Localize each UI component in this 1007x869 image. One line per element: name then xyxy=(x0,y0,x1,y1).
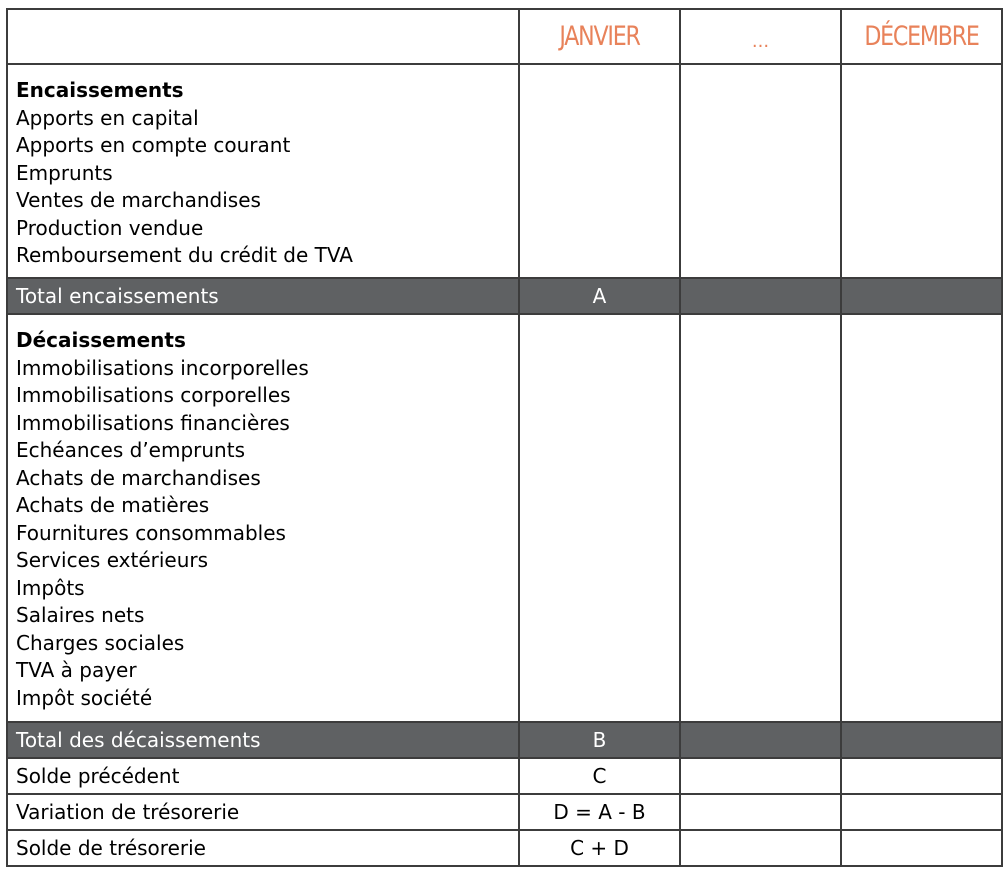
list-item: Achats de matières xyxy=(16,493,210,517)
encaissements-title: Encaissements xyxy=(16,78,184,102)
solde-precedent-ellipsis-cell xyxy=(680,758,841,794)
solde-precedent-label: Solde précédent xyxy=(7,758,519,794)
list-item: Apports en compte courant xyxy=(16,133,291,157)
encaissements-list xyxy=(7,64,519,278)
total-dec-ellipsis-cell xyxy=(680,722,841,758)
list-item: Impôts xyxy=(16,575,85,600)
list-item: Echéances d’emprunts xyxy=(16,438,245,462)
list-item: Production vendue xyxy=(16,215,204,240)
list-item: Ventes de marchandises xyxy=(16,188,261,212)
decaissements-section xyxy=(7,314,1002,722)
total-dec-decembre-cell xyxy=(841,722,1002,758)
total-decaissements-label: Total des décaissements xyxy=(7,722,519,758)
dec-decembre-cell xyxy=(841,314,1002,722)
enc-janvier-cell xyxy=(519,64,680,278)
total-enc-ellipsis-cell xyxy=(680,278,841,314)
decaissements-title: Décaissements xyxy=(16,328,186,352)
variation-decembre-cell xyxy=(841,794,1002,830)
list-item: Salaires nets xyxy=(16,603,145,627)
total-enc-decembre-cell xyxy=(841,278,1002,314)
total-decaissements-value: B xyxy=(519,722,680,758)
solde-tresorerie-row xyxy=(7,830,1002,866)
solde-tresorerie-decembre-cell xyxy=(841,830,1002,866)
variation-ellipsis-cell xyxy=(680,794,841,830)
solde-precedent-value: C xyxy=(519,758,680,794)
list-item: Immobilisations financières xyxy=(16,410,290,435)
enc-ellipsis-cell xyxy=(680,64,841,278)
list-item: TVA à payer xyxy=(16,658,137,682)
list-item: Achats de marchandises xyxy=(16,465,261,490)
total-encaissements-label: Total encaissements xyxy=(7,278,519,314)
list-item: Fournitures consommables xyxy=(16,520,286,545)
total-encaissements-value: A xyxy=(519,278,680,314)
list-item: Emprunts xyxy=(16,160,113,185)
month-ellipsis: ... xyxy=(680,9,841,64)
list-item: Immobilisations corporelles xyxy=(16,383,291,407)
encaissements-section xyxy=(7,64,1002,278)
enc-decembre-cell xyxy=(841,64,1002,278)
solde-tresorerie-ellipsis-cell xyxy=(680,830,841,866)
list-item: Services extérieurs xyxy=(16,548,209,572)
total-decaissements-row xyxy=(7,722,1002,758)
solde-tresorerie-value: C + D xyxy=(519,830,680,866)
header-row xyxy=(7,9,1002,64)
list-item: Remboursement du crédit de TVA xyxy=(16,243,353,267)
list-item: Charges sociales xyxy=(16,630,185,655)
list-item: Apports en capital xyxy=(16,105,199,130)
decaissements-list xyxy=(7,314,519,722)
total-encaissements-row xyxy=(7,278,1002,314)
list-item: Immobilisations incorporelles xyxy=(16,355,309,380)
dec-ellipsis-cell xyxy=(680,314,841,722)
solde-tresorerie-label: Solde de trésorerie xyxy=(7,830,519,866)
solde-precedent-decembre-cell xyxy=(841,758,1002,794)
solde-precedent-row xyxy=(7,758,1002,794)
month-decembre: DÉCEMBRE xyxy=(855,9,987,64)
list-item: Impôt société xyxy=(16,685,153,710)
cash-flow-table xyxy=(6,8,1003,867)
dec-janvier-cell xyxy=(519,314,680,722)
header-label-cell xyxy=(7,9,519,64)
variation-tresorerie-value: D = A - B xyxy=(519,794,680,830)
month-janvier: JANVIER xyxy=(533,9,665,64)
variation-tresorerie-label: Variation de trésorerie xyxy=(7,794,519,830)
variation-tresorerie-row xyxy=(7,794,1002,830)
